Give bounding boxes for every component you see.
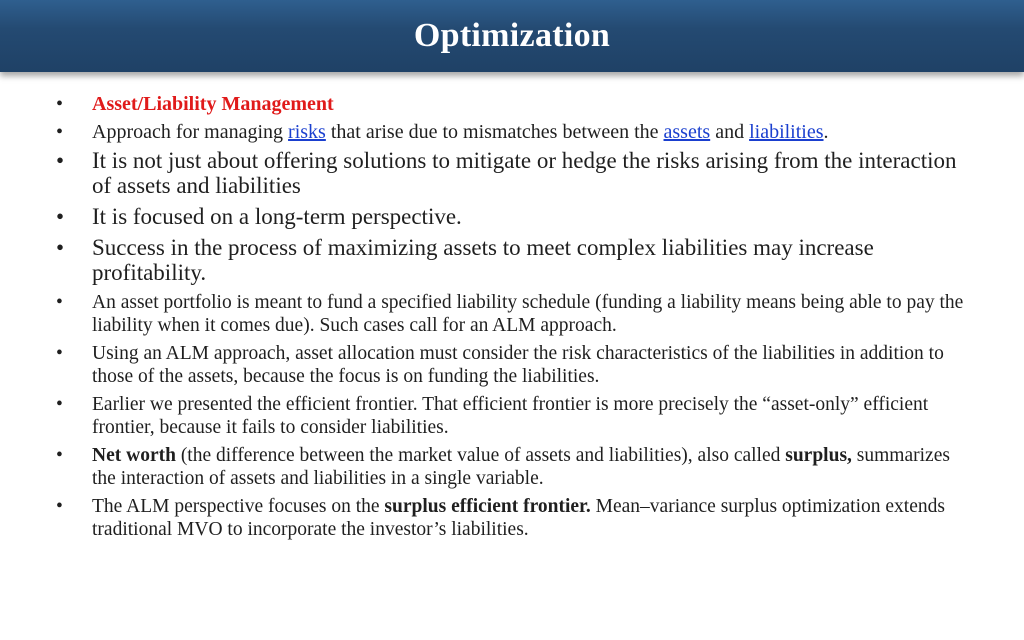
bullet-text: summarizes the interaction of assets and liabilities in a single variable. [92,445,950,489]
bullet-item [56,393,976,439]
risks-link[interactable]: risks [288,121,326,143]
bullet-item [56,120,976,144]
bullet-text: Approach for managing [92,121,289,143]
bold-term: surplus, [785,445,852,466]
bullet-text: Earlier we presented the efficient frontier. That efficient frontier is more precisely the “asset-only” efficient frontier, because it fails to consider liabilities. [92,394,929,438]
bold-term: Net worth [92,445,176,466]
bullet-text: Using an ALM approach, asset allocation must consider the risk characteristics of the liabilities in addition to those of the assets, because the focus is on funding the liabilities. [92,343,944,387]
liabilities-link[interactable]: liabilities [749,121,824,143]
bullet-text: It is not just about offering solutions to mitigate or hedge the risks arising from the interaction of assets and liabilities [92,148,957,198]
bullet-text: that arise due to mismatches between the [325,121,664,143]
bullet-text: Success in the process of maximizing assets to meet complex liabilities may increase profitability. [92,235,874,285]
bold-term: surplus efficient frontier. [384,496,591,517]
bullet-heading: Asset/Liability Management [92,93,334,115]
bullet-list [56,92,976,546]
bullet-item [56,148,976,198]
bullet-item [56,495,976,541]
bullet-text: It is focused on a long-term perspective. [92,204,462,229]
assets-link[interactable]: assets [663,121,711,143]
slide-title: Optimization [413,17,611,54]
bullet-text: (the difference between the market value of assets and liabilities), also called [175,445,786,466]
bullet-text: and [710,121,750,143]
bullet-item [56,291,976,337]
slide-title-bar [0,0,1024,72]
bullet-item [56,444,976,490]
bullet-item [56,204,976,229]
bullet-text: An asset portfolio is meant to fund a specified liability schedule (funding a liability means being able to pay the liability when it comes due). Such cases call for an ALM approach. [92,292,964,336]
bullet-item [56,92,976,116]
bullet-item [56,342,976,388]
bullet-text: The ALM perspective focuses on the [92,496,385,517]
bullet-text: . [823,121,829,143]
bullet-text: Mean–variance surplus optimization extends traditional MVO to incorporate the investor’s liabilities. [92,496,945,540]
bullet-item [56,235,976,285]
